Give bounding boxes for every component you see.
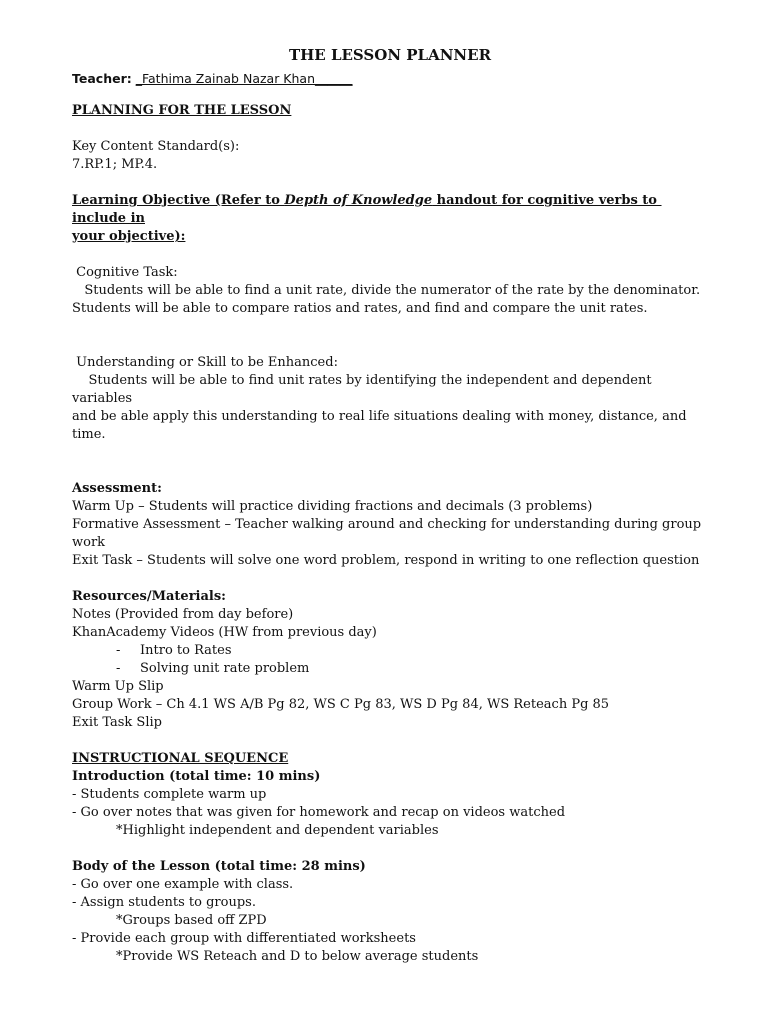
intro-line3: *Highlight independent and dependent variables (116, 823, 439, 838)
assessment-line4: Exit Task – Students will solve one word problem, respond in writing to one reflection question (72, 553, 700, 568)
cognitive-line2: Students will be able to compare ratios and rates, and find and compare the unit rates. (72, 301, 648, 316)
understanding-line1: Students will be able to find unit rates by identifying the independent and dependent variables (72, 373, 656, 406)
assessment-line2: Formative Assessment – Teacher walking around and checking for understanding during group (72, 517, 702, 532)
sequence-heading: INSTRUCTIONAL SEQUENCE (72, 751, 289, 766)
resource-bullet-1: Intro to Rates (140, 643, 232, 658)
understanding-line2: and be able apply this understanding to real life situations dealing with money, distance, and (72, 409, 687, 424)
objective-part1: Learning Objective (Refer to (72, 193, 285, 208)
list-item: - Solving unit rate problem (116, 661, 310, 676)
planning-heading: PLANNING FOR THE LESSON (72, 103, 292, 118)
objective-italic: Depth of Knowledge (284, 193, 433, 208)
teacher-line (72, 70, 708, 88)
page-title: THE LESSON PLANNER (288, 46, 492, 64)
body-heading: Body of the Lesson (total time: 28 mins) (72, 859, 366, 874)
cognitive-label: Cognitive Task: (72, 265, 178, 280)
body-line4: - Provide each group with differentiated worksheets (72, 931, 416, 946)
body-line2: - Assign students to groups. (72, 895, 256, 910)
body-line1: - Go over one example with class. (72, 877, 294, 892)
teacher-label: Teacher: (72, 71, 132, 86)
objective-part2: handout for cognitive verbs to include in (72, 193, 662, 226)
resources-heading: Resources/Materials: (72, 589, 226, 604)
intro-heading: Introduction (total time: 10 mins) (72, 769, 321, 784)
body-line5: *Provide WS Reteach and D to below average students (116, 949, 479, 964)
body-line3: *Groups based off ZPD (116, 913, 267, 928)
intro-line1: - Students complete warm up (72, 787, 267, 802)
resources-line2: KhanAcademy Videos (HW from previous day) (72, 625, 377, 640)
resources-line3: Warm Up Slip (72, 679, 164, 694)
assessment-heading: Assessment: (72, 481, 162, 496)
assessment-line1: Warm Up – Students will practice dividing fractions and decimals (3 problems) (72, 499, 593, 514)
teacher-name: _Fathima Zainab Nazar Khan______ (135, 71, 353, 86)
list-item: - Intro to Rates (116, 643, 232, 658)
resources-line1: Notes (Provided from day before) (72, 607, 294, 622)
learning-objective-heading (72, 192, 708, 228)
resources-line4: Group Work – Ch 4.1 WS A/B Pg 82, WS C Pg 83, WS D Pg 84, WS Reteach Pg 85 (72, 697, 610, 712)
understanding-line3: time. (72, 427, 106, 442)
intro-line2: - Go over notes that was given for homework and recap on videos watched (72, 805, 566, 820)
objective-part3: your objective): (72, 229, 186, 244)
resources-line5: Exit Task Slip (72, 715, 162, 730)
key-content-value: 7.RP.1; MP.4. (72, 157, 158, 172)
cognitive-line1: Students will be able to find a unit rate, divide the numerator of the rate by the denominator. (72, 283, 701, 298)
resource-bullet-2: Solving unit rate problem (140, 661, 310, 676)
understanding-label: Understanding or Skill to be Enhanced: (72, 355, 338, 370)
assessment-line3: work (72, 535, 106, 550)
key-content-label: Key Content Standard(s): (72, 139, 240, 154)
